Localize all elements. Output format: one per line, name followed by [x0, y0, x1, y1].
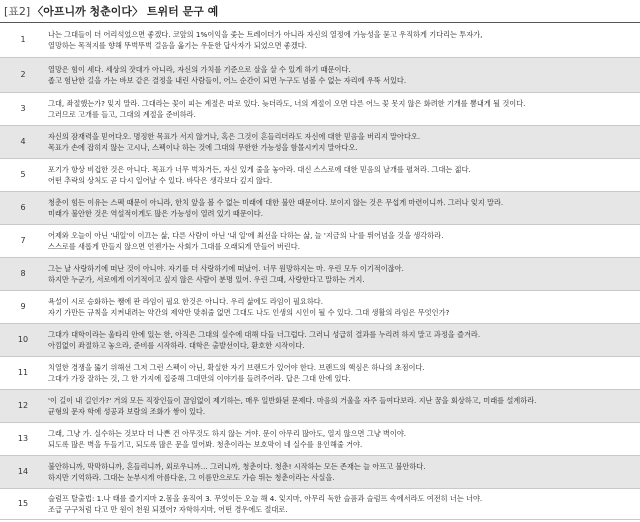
quote-line: 하지만 기억하라. 그대는 눈부시게 아름다운, 그 이름만으로도 가슴 뛰는 청춘이라는 사실을.	[48, 473, 335, 482]
row-number: 7	[0, 225, 46, 258]
table-row	[0, 93, 640, 126]
quote-table	[0, 22, 640, 520]
quote-line: 그러므로 고개를 들고, 그대의 계절을 준비하라.	[48, 110, 196, 119]
quote-line: 욕설이 시로 승화하는 쨈에 판 라임이 필요 한것은 아니다. 우리 삶에도 라임이 필요하다.	[48, 296, 323, 306]
quote-text	[46, 423, 640, 456]
row-number: 8	[0, 258, 46, 291]
quote-text	[46, 357, 640, 390]
quote-line: 자기 가만든 규칙을 지켜내려는 약간의 제약만 맞춰줄 없면 그대도 나도 인생의 시인이 될 수 있다. 그대 생활의 라임은 무엇인가?	[48, 308, 450, 317]
table-row	[0, 58, 640, 93]
table-label: [표2]	[4, 5, 31, 18]
table-row	[0, 225, 640, 258]
quote-line: 아낌없이 좌절하고 놓으라, 준비를 시작하라. 대학은 출발선이다, 환호한 시작이다.	[48, 341, 305, 350]
table-row	[0, 489, 640, 520]
quote-text	[46, 489, 640, 520]
quote-text	[46, 390, 640, 423]
table-title: 〈아프니까 청춘이다〉 트위터 문구 예	[32, 5, 219, 18]
quote-line: 균형의 문자 학에 성공과 보람의 조화가 쌓이 있다.	[48, 407, 206, 416]
quote-line: 스스로를 새롭게 만들지 않으면 언젠가는 사회가 그대를 오래되게 만들어 버린다.	[48, 242, 300, 251]
quote-line: 불안하니까, 막막하니까, 흔들리니까, 외로우니까… 그러니까, 청춘이다. 청춘! 시작하는 모든 존재는 늘 아프고 불안하다.	[48, 461, 426, 471]
quote-text	[46, 258, 640, 291]
quote-text	[46, 23, 640, 58]
quote-line: 목표가 손에 잡히지 않는 고시나, 스펙이나 하는 것에 그대의 무한한 가능성을 함몰시키지 말아다오.	[48, 143, 358, 152]
quote-line: 그대, 좌절했는가? 잊지 말라. 그대라는 꽃이 피는 계절은 따로 있다. 늦더라도, 너의 계절이 오면 다른 어느 꽃 못지 않은 화려한 기개를 뽐내게 될 것이다.	[48, 98, 526, 108]
quote-line: 미래가 불안한 것은 역설적이게도 많은 가능성이 열려 있기 때문이다.	[48, 209, 263, 218]
row-number: 14	[0, 456, 46, 489]
table-row	[0, 192, 640, 225]
table-row	[0, 23, 640, 58]
row-number: 11	[0, 357, 46, 390]
row-number: 15	[0, 489, 46, 520]
quote-text	[46, 291, 640, 324]
quote-line: 조급 구구처럼 다고 만 원이 천원 되겠어? 자학하지마, 어떤 경우에도 절대로.	[48, 505, 288, 514]
quote-line: 그래, 그냥 가. 실수하는 것보다 더 나쁜 건 아무것도 하지 않는 거야. 문이 아무리 많아도, 열지 않으면 그냥 벽이야.	[48, 428, 407, 438]
table-row	[0, 291, 640, 324]
quote-line: 포기가 항상 비겁한 것은 아니다. 목표가 너무 벅차거든, 자신 있게 줄을 놓아라. 대신 스스로에 대한 믿음의 날개를 펼쳐라. 그대는 젊다.	[48, 164, 471, 174]
table-row	[0, 357, 640, 390]
row-number: 1	[0, 23, 46, 58]
row-number: 4	[0, 126, 46, 159]
quote-line: 청춘이 힘든 이유는 스펙 때문이 아니라, 한치 앞을 볼 수 없는 미래에 대한 불안 때문이다. 보이지 않는 것은 무섭게 마련이니까. 그러나 잊지 말라.	[48, 197, 504, 207]
quote-line: 슬럼프 탈출법: 1.나 태를 즐기지마 2.몸을 움직여 3. 무엇이든 오늘 해 4. 잊지마, 아무리 독한 슬픔과 슬럼프 속에서라도 여전히 너는 너야.	[48, 493, 483, 503]
quote-line: 치열한 경쟁을 뚫기 위해선 그저 그런 스펙이 아닌, 확실한 자기 브랜드가 있어야 한다. 브랜드의 핵심은 하나의 초점이다.	[48, 362, 425, 372]
quote-text	[46, 324, 640, 357]
quote-line: 좁고 험난한 길을 가는 바보 같은 결정을 내린 사람들이, 어느 순간이 되면 누구도 넘볼 수 없는 자리에 우뚝 서있다.	[48, 76, 407, 85]
quote-line: 어제와 오늘이 아닌 '내일'이 이끄는 삶, 다른 사람이 아닌 '내 일'에 최선을 다하는 삶, 늘 '지금의 나'를 뛰어넘을 것을 생각하라.	[48, 230, 444, 240]
quote-line: 자신의 잠재력을 믿어다오. 명징한 목표가 서지 않거나, 혹은 그것이 흔들리더라도 자신에 대한 믿음을 버리지 말아다오.	[48, 131, 421, 141]
quote-line: 열망은 힘이 세다. 세상의 잣대가 아니라, 자신의 가치를 기준으로 살을 살 수 있게 하기 때문이다.	[48, 64, 351, 74]
quote-line: 되도록 많은 벽을 두들기고, 되도록 많은 문을 열어봐. 청춘이라는 보호막이 네 실수를 용인해줄 거야.	[48, 440, 363, 449]
table-row	[0, 159, 640, 192]
row-number: 10	[0, 324, 46, 357]
quote-text	[46, 159, 640, 192]
quote-line: 하지만 누군가, 서로에게 이기적이고 싶지 않은 사람이 분명 있어. 우린 그때, 사랑한다고 말하는 거지.	[48, 275, 365, 284]
table-row	[0, 423, 640, 456]
table-row	[0, 456, 640, 489]
quote-line: 어떤 추락의 상처도 곧 다시 일어날 수 있다. 바닥은 생각보다 깊지 않다.	[48, 176, 273, 185]
row-number: 6	[0, 192, 46, 225]
quote-line: 그는 날 사랑하기에 떠난 것이 아니야. 자기를 더 사랑하기에 떠났어. 너무 원망하지는 마. 우린 모두 이기적이잖아.	[48, 263, 404, 273]
table-row	[0, 258, 640, 291]
quote-line: '이 길이 내 길인가?' 거의 모든 직장인들이 끊임없이 제기하는, 매우 일반화된 문제다. 마음의 거울을 자주 들여다보라. 지난 꿈을 회상하고, 미래를 설계하라.	[48, 395, 537, 405]
quote-text	[46, 225, 640, 258]
row-number: 5	[0, 159, 46, 192]
quote-line: 열망하는 목적지를 향해 뚜벅뚜벅 걸음을 옮기는 우둔한 답사자가 되었으면 좋겠다.	[48, 41, 307, 50]
row-number: 9	[0, 291, 46, 324]
quote-text	[46, 93, 640, 126]
row-number: 2	[0, 58, 46, 93]
row-number: 12	[0, 390, 46, 423]
table-row	[0, 390, 640, 423]
quote-line: 나는 그대들이 더 어리석었으면 좋겠다. 코앞의 1%이익을 좇는 트레이더가 아니라 자신의 열정에 가능성을 묻고 우직하게 기다리는 투자가,	[48, 29, 483, 39]
quote-text	[46, 456, 640, 489]
quote-text	[46, 58, 640, 93]
quote-text	[46, 192, 640, 225]
row-number: 13	[0, 423, 46, 456]
quote-text	[46, 126, 640, 159]
quote-line: 그대가 가장 잘하는 것, 그 한 가지에 집중해 그대만의 이야기를 들려주어라. 답은 그대 안에 있다.	[48, 374, 351, 383]
row-number: 3	[0, 93, 46, 126]
table-row	[0, 126, 640, 159]
table-row	[0, 324, 640, 357]
quote-line: 그대가 대학이라는 울타리 안에 있는 한, 아직은 그대의 실수에 대해 다들 너그럽다. 그러니 성급히 결과를 누리려 하지 말고 과정을 즐겨라.	[48, 329, 481, 339]
table-caption	[0, 0, 640, 22]
